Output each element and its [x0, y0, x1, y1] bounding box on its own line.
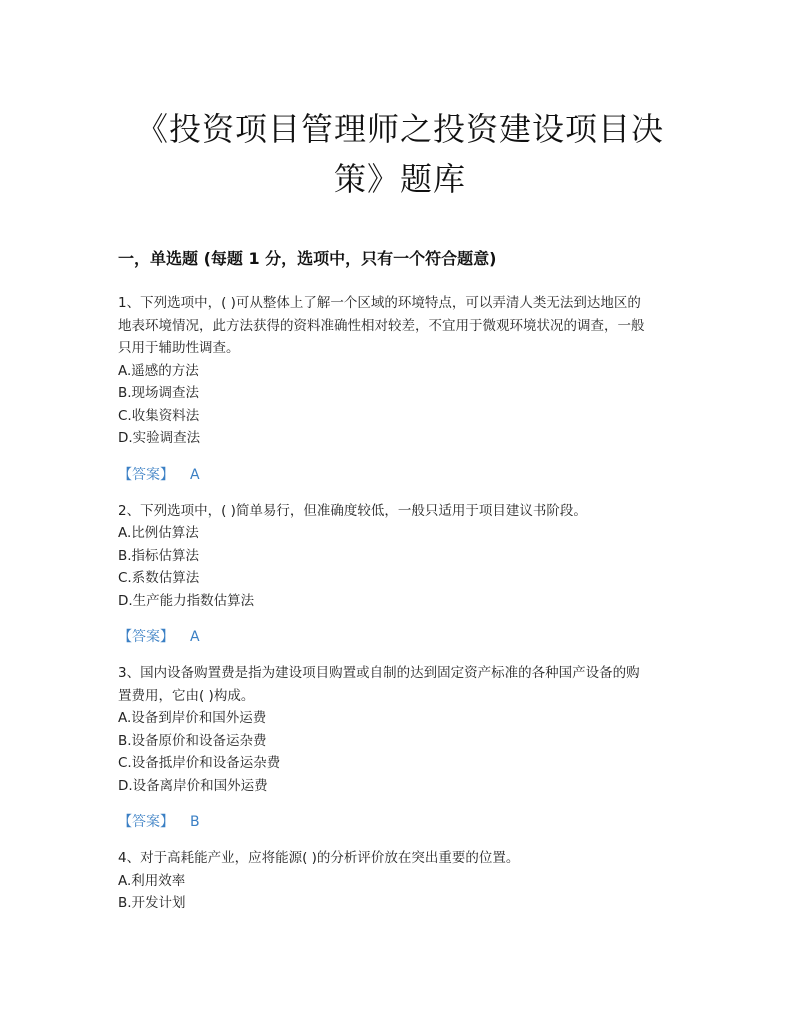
section-heading: 一，单选题 (每题 1 分，选项中，只有一个符合题意): [118, 249, 497, 268]
question-text-line: 2、下列选项中，( )简单易行，但准确度较低，一般只适用于项目建议书阶段。: [118, 503, 587, 519]
question-2-text: [118, 500, 688, 523]
question-4-text: [118, 847, 688, 870]
question-2-answer: [118, 626, 200, 648]
title-line-2: 策》题库: [333, 160, 466, 198]
question-3-option-a: A.设备到岸价和国外运费: [118, 710, 267, 726]
question-2-option-b: B.指标估算法: [118, 548, 200, 564]
question-2-option-d: D.生产能力指数估算法: [118, 593, 255, 609]
title-line-1: 《投资项目管理师之投资建设项目决: [135, 110, 664, 148]
question-3-option-d: D.设备离岸价和国外运费: [118, 778, 268, 794]
question-4-option-a: A.利用效率: [118, 873, 186, 889]
question-3-option-b: B.设备原价和设备运杂费: [118, 733, 267, 749]
question-text-line: 1、下列选项中，( )可从整体上了解一个区域的环境特点，可以弄清人类无法到达地区的: [118, 295, 641, 311]
document-title: [110, 104, 690, 204]
question-text-line: 置费用，它由( )构成。: [118, 687, 255, 704]
question-3-option-c: C.设备抵岸价和设备运杂费: [118, 755, 281, 771]
answer-value: B: [190, 814, 200, 830]
question-1-answer: [118, 464, 200, 486]
answer-label: 【答案】: [118, 629, 174, 645]
question-text-line: 4、对于高耗能产业，应将能源( )的分析评价放在突出重要的位置。: [118, 850, 520, 866]
question-1-option-a: A.遥感的方法: [118, 363, 199, 379]
question-1-option-d: D.实验调查法: [118, 430, 201, 446]
question-1-text: [118, 292, 688, 360]
question-3-text: [118, 662, 688, 707]
question-text-line: 只用于辅助性调查。: [118, 340, 240, 356]
answer-value: A: [190, 467, 200, 483]
question-1-option-c: C.收集资料法: [118, 408, 200, 424]
question-2-option-c: C.系数估算法: [118, 570, 200, 586]
question-3-answer: [118, 811, 200, 833]
answer-value: A: [190, 629, 200, 645]
answer-label: 【答案】: [118, 814, 174, 830]
answer-label: 【答案】: [118, 467, 174, 483]
question-4-option-b: B.开发计划: [118, 895, 186, 911]
question-text-line: 3、国内设备购置费是指为建设项目购置或自制的达到固定资产标准的各种国产设备的购: [118, 665, 640, 681]
question-text-line: 地表环境情况，此方法获得的资料准确性相对较差，不宜用于微观环境状况的调查，一般: [118, 317, 645, 334]
question-1-option-b: B.现场调查法: [118, 385, 200, 401]
question-2-option-a: A.比例估算法: [118, 525, 199, 541]
